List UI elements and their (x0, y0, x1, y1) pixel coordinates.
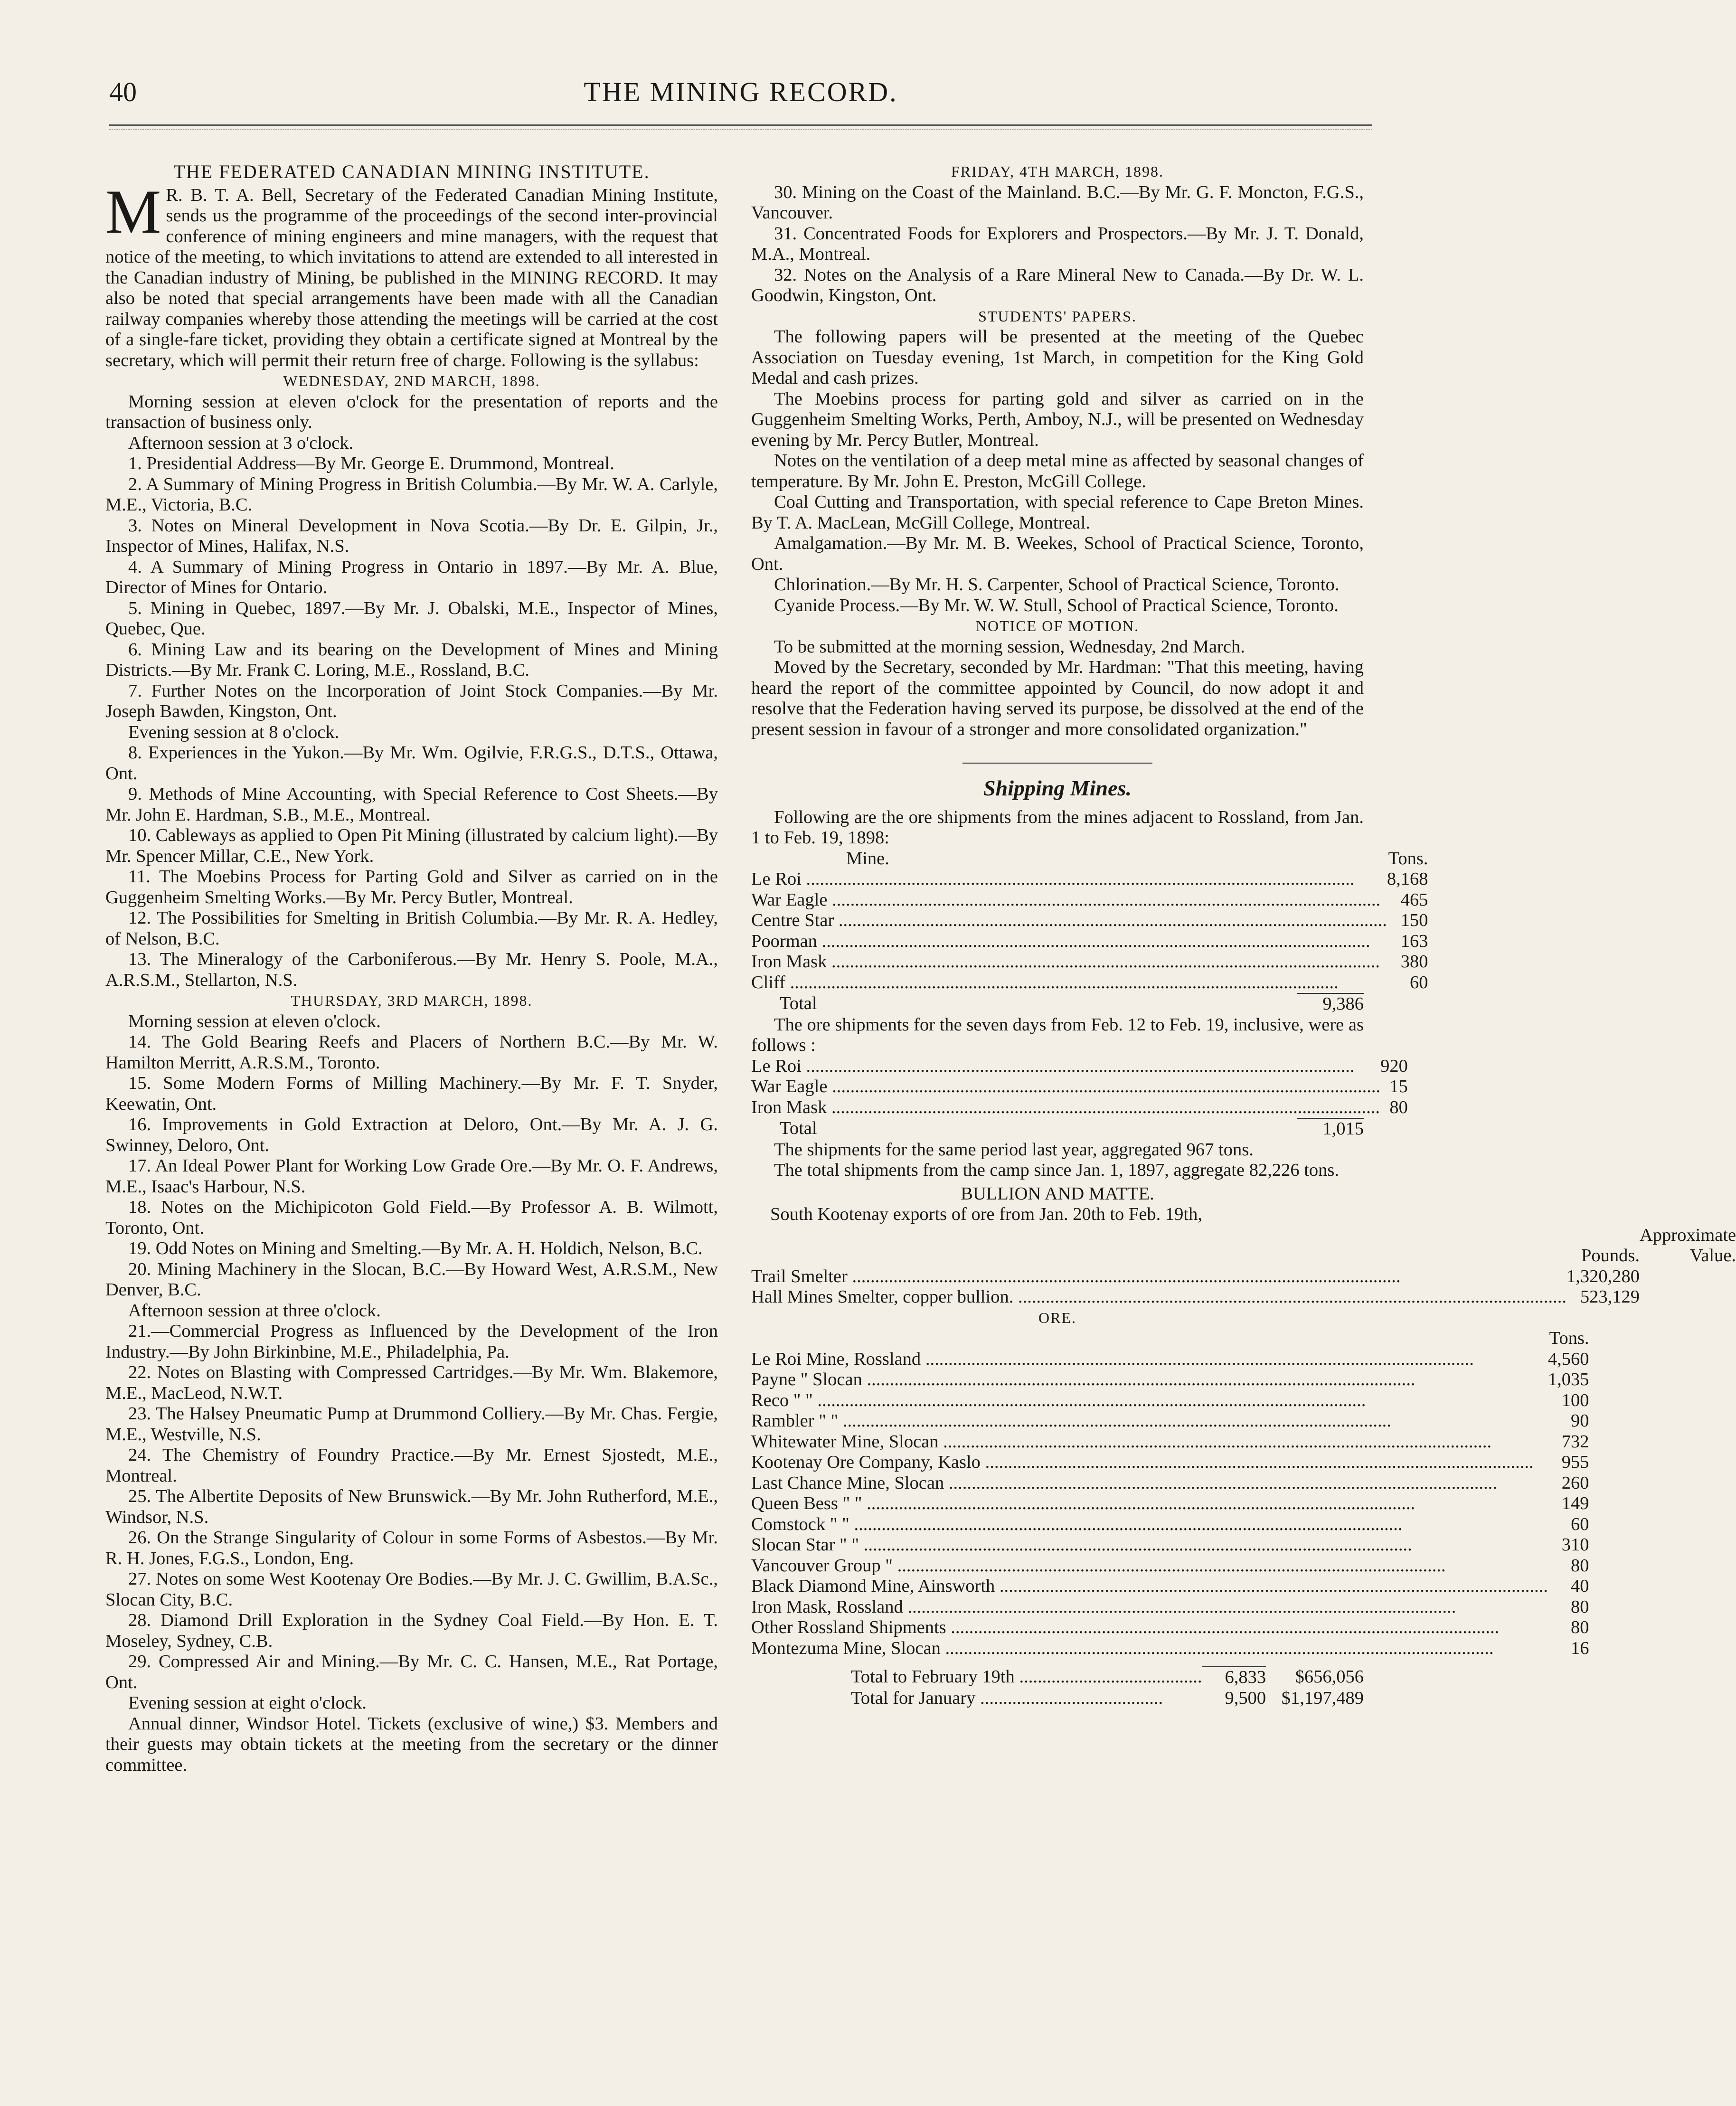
row-name (751, 1077, 1380, 1097)
row-label: Hall Mines Smelter, copper bullion. (751, 1287, 1014, 1307)
shipping-row (751, 890, 1428, 911)
row-name (751, 890, 1387, 911)
syllabus-list (105, 371, 718, 1775)
section-date: NOTICE OF MOTION. (975, 617, 1140, 634)
header-rule-dashed (109, 129, 1372, 130)
ore-row (751, 1535, 1589, 1556)
row-name (751, 931, 1387, 952)
ore-col-tons: Tons. (1549, 1328, 1589, 1348)
row-value: 80 (1571, 1596, 1589, 1617)
bullion-title: BULLION AND MATTE. (961, 1183, 1154, 1204)
section-divider (962, 763, 1152, 764)
ore-row (751, 1638, 1589, 1659)
paragraph: Moved by the Secretary, seconded by Mr. Hardman: "That this meeting, having heard the report of the committee appointed by Council, do now adopt it and resolve that the Federation having served its purpose, be dissolved at the end of the present session in favour of a stronger and more consolidated organization." (751, 657, 1364, 739)
article-intro (105, 176, 718, 371)
shipping-row (751, 973, 1428, 993)
ore-total-row (751, 1688, 1364, 1709)
shipping-row (751, 910, 1428, 931)
row-label: Cliff (751, 972, 786, 992)
row-label: Centre Star (751, 910, 834, 930)
ore-totals (751, 1666, 1364, 1709)
shipping-row (751, 952, 1428, 973)
section-date: WEDNESDAY, 2ND MARCH, 1898. (283, 372, 540, 389)
syllabus-item: 10. Cableways as applied to Open Pit Mining (illustrated by calcium light).—By Mr. Spencer Millar, C.E., New York. (105, 825, 718, 866)
ore-row (751, 1514, 1589, 1535)
total-value: $656,056 (1295, 1667, 1364, 1687)
row-label: Poorman (751, 931, 818, 951)
leader-dots: ........................................................................................................................ (827, 889, 1381, 910)
paragraph: The following papers will be presented at the meeting of the Quebec Association on Tuesday evening, 1st March, in competition for the King Gold Medal and cash prizes. (751, 327, 1364, 388)
leader-dots: ........................................................................................................................ (801, 1056, 1355, 1076)
leader-dots: ........................................................................................................................ (980, 1452, 1534, 1472)
row-label: Iron Mask, Rossland (751, 1596, 903, 1617)
row-value: 920 (1380, 1056, 1408, 1076)
syllabus-item: 5. Mining in Quebec, 1897.—By Mr. J. Obalski, M.E., Inspector of Mines, Quebec, Que. (105, 598, 718, 639)
shipping-total (751, 993, 1364, 1015)
syllabus-item: 20. Mining Machinery in the Slocan, B.C.—By Howard West, A.R.S.M., New Denver, B.C. (105, 1259, 718, 1300)
row-name (751, 1617, 1548, 1638)
row-value: 380 (1400, 952, 1428, 972)
paragraph: Evening session at eight o'clock. (128, 1693, 367, 1713)
leader-dots: ........................................................................................................................ (859, 1535, 1412, 1555)
row-label: Slocan Star " " (751, 1535, 859, 1555)
col-tons: Tons. (1388, 848, 1428, 869)
row-name (751, 1349, 1548, 1370)
leader-dots: ........................................................................................................................ (827, 952, 1380, 972)
week-intro: The ore shipments for the seven days from Feb. 12 to Feb. 19, inclusive, were as follows : (751, 1014, 1364, 1055)
shipping-table-header (751, 849, 1428, 869)
col-mine: Mine. (846, 848, 889, 869)
row-name (751, 869, 1387, 890)
row-name (751, 1390, 1548, 1411)
row-value: 80 (1571, 1555, 1589, 1576)
row-value: 523,129 (1580, 1287, 1640, 1307)
row-value-empty (1640, 1287, 1736, 1308)
row-value: 90 (1571, 1411, 1589, 1431)
row-value: 15 (1389, 1077, 1408, 1096)
syllabus-item: 6. Mining Law and its bearing on the Development of Mines and Mining Districts.—By Mr. Frank C. Loring, M.E., Rossland, B.C. (105, 639, 718, 680)
paragraph: Chlorination.—By Mr. H. S. Carpenter, School of Practical Science, Toronto. (774, 575, 1340, 595)
total-name (751, 1688, 1202, 1709)
syllabus-item: 7. Further Notes on the Incorporation of Joint Stock Companies.—By Mr. Joseph Bawden, Kingston, Ont. (105, 680, 718, 721)
leader-dots: ........................................................................................................................ (1013, 1287, 1566, 1307)
syllabus-item: 13. The Mineralogy of the Carboniferous.—By Mr. Henry S. Poole, M.A., A.R.S.M., Stellarton, N.S. (105, 949, 718, 990)
syllabus-item: 9. Methods of Mine Accounting, with Special Reference to Cost Sheets.—By Mr. John E. Hardman, S.B., M.E., Montreal. (105, 784, 718, 825)
paragraph: Morning session at eleven o'clock for the presentation of reports and the transaction of business only. (105, 391, 718, 432)
row-value: 310 (1561, 1535, 1589, 1555)
total-tons: 9,500 (1225, 1688, 1266, 1708)
row-name (751, 973, 1387, 993)
syllabus-item: 30. Mining on the Coast of the Mainland. B.C.—By Mr. G. F. Moncton, F.G.S., Vancouver. (751, 182, 1364, 223)
week-total-label: Total (780, 1118, 817, 1138)
syllabus-item: 19. Odd Notes on Mining and Smelting.—By Mr. A. H. Holdich, Nelson, B.C. (128, 1238, 703, 1258)
paragraph: Afternoon session at 3 o'clock. (128, 433, 354, 453)
row-value: 80 (1389, 1097, 1408, 1117)
row-value: 60 (1410, 972, 1428, 992)
ore-row (751, 1473, 1589, 1494)
row-name (751, 1473, 1548, 1494)
leader-dots: ........................................................................................................................ (862, 1369, 1415, 1389)
week-total-value: 1,015 (1297, 1118, 1364, 1140)
week-table (751, 1056, 1408, 1118)
leader-dots: ........................................................................................................................ (847, 1266, 1401, 1286)
row-name (751, 1535, 1548, 1556)
leader-dots: ........................................................................................................................ (817, 931, 1370, 951)
section-date: FRIDAY, 4TH MARCH, 1898. (951, 163, 1164, 180)
ore-row (751, 1597, 1589, 1618)
row-value: 8,168 (1387, 869, 1428, 889)
ore-row (751, 1390, 1589, 1411)
syllabus-item: 14. The Gold Bearing Reefs and Placers of Northern B.C.—By Mr. W. Hamilton Merritt, A.R.S.M., Toronto. (105, 1032, 718, 1073)
row-name (751, 1097, 1380, 1118)
syllabus-item: 11. The Moebins Process for Parting Gold and Silver as carried on in the Guggenheim Smelting Works.—By Mr. Percy Butler, Montreal. (105, 867, 718, 907)
leader-dots: ........................................................................................................................ (785, 972, 1339, 992)
row-name (751, 1266, 1566, 1287)
total-label: Total to February 19th (851, 1667, 1015, 1687)
row-label: Le Roi (751, 1056, 802, 1076)
week-row (751, 1056, 1408, 1077)
leader-dots: ........................................................................................................................ (862, 1493, 1415, 1513)
syllabus-item: 15. Some Modern Forms of Milling Machinery.—By Mr. F. T. Snyder, Keewatin, Ont. (105, 1073, 718, 1114)
ore-row (751, 1556, 1589, 1577)
syllabus-item: 2. A Summary of Mining Progress in British Columbia.—By Mr. W. A. Carlyle, M.E., Victoria, B.C. (105, 474, 718, 515)
row-value: 100 (1561, 1390, 1589, 1410)
leader-dots: ........................................................................................................................ (827, 1077, 1381, 1096)
shipping-row (751, 931, 1428, 952)
total-label: Total for January (851, 1688, 976, 1708)
row-label: Le Roi (751, 869, 802, 889)
syllabus-item: 24. The Chemistry of Foundry Practice.—By Mr. Ernest Sjostedt, M.E., Montreal. (105, 1445, 718, 1486)
leader-dots: ........................................................................................................................ (944, 1473, 1497, 1493)
leader-dots: ........................................................................................................................ (903, 1596, 1456, 1617)
ore-row (751, 1369, 1589, 1390)
leader-dots: ........................................ (975, 1688, 1163, 1708)
paragraph: Coal Cutting and Transportation, with special reference to Cape Breton Mines. By T. A. MacLean, McGill College, Montreal. (751, 492, 1364, 533)
row-value: 465 (1400, 889, 1428, 910)
syllabus-item: 8. Experiences in the Yukon.—By Mr. Wm. Ogilvie, F.R.G.S., D.T.S., Ottawa, Ont. (105, 743, 718, 784)
ore-row (751, 1452, 1589, 1473)
section-date: THURSDAY, 3RD MARCH, 1898. (291, 992, 533, 1009)
row-name (751, 1576, 1548, 1597)
row-label: Payne " Slocan (751, 1369, 862, 1389)
ore-table-header (751, 1328, 1589, 1349)
syllabus-item: 26. On the Strange Singularity of Colour in some Forms of Asbestos.—By Mr. R. H. Jones, F.G.S., London, Eng. (105, 1528, 718, 1568)
row-name (751, 1597, 1548, 1618)
row-label: Iron Mask (751, 1097, 827, 1117)
header-rule (109, 124, 1372, 126)
leader-dots: ........................................................................................................................ (812, 1390, 1366, 1410)
syllabus-item: 1. Presidential Address—By Mr. George E. Drummond, Montreal. (128, 453, 614, 473)
row-value: 1,035 (1547, 1369, 1589, 1389)
shipping-table (751, 849, 1428, 993)
row-label: Le Roi Mine, Rossland (751, 1349, 921, 1369)
leader-dots: ........................................ (1014, 1667, 1202, 1687)
leader-dots: ........................................................................................................................ (940, 1638, 1494, 1658)
row-value: 150 (1400, 910, 1428, 930)
shipping-intro: Following are the ore shipments from the mines adjacent to Rossland, from Jan. 1 to Feb. 19, 1898: (751, 807, 1364, 848)
paragraph: Notes on the ventilation of a deep metal mine as affected by seasonal changes of temperature. By Mr. John E. Preston, McGill College. (751, 451, 1364, 491)
paragraph: To be submitted at the morning session, Wednesday, 2nd March. (774, 636, 1245, 657)
leader-dots: ........................................................................................................................ (827, 1097, 1380, 1117)
leader-dots: ........................................................................................................................ (938, 1431, 1492, 1452)
drop-cap: M (105, 176, 161, 246)
col-value: Value. (1689, 1246, 1736, 1265)
bullion-intro: South Kootenay exports of ore from Jan. 20th to Feb. 19th, (770, 1204, 1202, 1224)
col-pounds: Pounds. (1581, 1246, 1640, 1265)
page-header (109, 76, 1372, 114)
row-value: 955 (1561, 1452, 1589, 1472)
syllabus-item: 25. The Albertite Deposits of New Brunswick.—By Mr. John Rutherford, M.E., Windsor, N.S. (105, 1486, 718, 1527)
ore-row (751, 1349, 1589, 1370)
syllabus-item: 4. A Summary of Mining Progress in Ontario in 1897.—By Mr. A. Blue, Director of Mines for Ontario. (105, 557, 718, 597)
shipping-row (751, 869, 1428, 890)
since-note: The total shipments from the camp since Jan. 1, 1897, aggregate 82,226 tons. (774, 1160, 1340, 1180)
row-label: Kootenay Ore Company, Kaslo (751, 1452, 981, 1472)
row-label: Black Diamond Mine, Ainsworth (751, 1576, 995, 1596)
ore-label: ORE. (1038, 1309, 1076, 1326)
ore-row (751, 1493, 1589, 1514)
paragraph: Annual dinner, Windsor Hotel. Tickets (exclusive of wine,) $3. Members and their guests may obtain tickets at the meeting from the secretary or the dinner committee. (105, 1713, 718, 1775)
row-name (751, 1556, 1548, 1577)
total-name (751, 1667, 1202, 1688)
syllabus-item: 27. Notes on some West Kootenay Ore Bodies.—By Mr. J. C. Gwillim, B.A.Sc., Slocan City, B.C. (105, 1569, 718, 1610)
paragraph: Afternoon session at three o'clock. (128, 1300, 381, 1321)
paragraph: Morning session at eleven o'clock. (128, 1011, 381, 1031)
row-name (751, 1638, 1548, 1659)
total-tons: 6,833 (1202, 1667, 1266, 1688)
syllabus-item: 21.—Commercial Progress as Influenced by the Development of the Iron Industry.—By John Birkinbine, M.E., Philadelphia, Pa. (105, 1321, 718, 1362)
total-value: $1,197,489 (1281, 1688, 1364, 1708)
row-value: 60 (1571, 1514, 1589, 1534)
syllabus-item: 22. Notes on Blasting with Compressed Cartridges.—By Mr. Wm. Blakemore, M.E., MacLeod, N.W.T. (105, 1362, 718, 1403)
intro-text: R. B. T. A. Bell, Secretary of the Federated Canadian Mining Institute, sends us the programme of the proceedings of the second inter-provincial conference of mining engineers and mine managers, with the request that notice of the meeting, to which invitations to attend are extended to all interested in the Canadian industry of Mining, be published in the MINING RECORD. It may also be noted that special arrangements have been made with all the Canadian railway companies whereby those attending the meetings will be carried at the cost of a single-fare ticket, providing they obtain a certificate signed at Montreal by the secretary, which will permit their return free of charge. Following is the syllabus: (105, 185, 718, 370)
paragraph: Cyanide Process.—By Mr. W. W. Stull, School of Practical Science, Toronto. (774, 595, 1339, 615)
right-column (751, 161, 1736, 1709)
leader-dots: ........................................................................................................................ (995, 1576, 1548, 1596)
paragraph: The Moebins process for parting gold and silver as carried on in the Guggenheim Smelting Works, Perth, Amboy, N.J., will be presented on Wednesday evening by Mr. Percy Butler, Montreal. (751, 388, 1364, 450)
left-column (105, 161, 718, 1775)
row-value: 40 (1571, 1576, 1589, 1596)
total-value: 9,386 (1297, 993, 1364, 1015)
row-label: War Eagle (751, 1077, 828, 1096)
bullion-row (751, 1287, 1736, 1308)
row-label: Montezuma Mine, Slocan (751, 1638, 941, 1658)
week-total (751, 1118, 1364, 1140)
syllabus-item: 18. Notes on the Michipicoton Gold Field.—By Professor A. B. Wilmott, Toronto, Ont. (105, 1197, 718, 1238)
row-name (751, 1493, 1548, 1514)
row-label: Vancouver Group " (751, 1555, 893, 1576)
col-approx: Approximate (1639, 1225, 1736, 1245)
section-date: STUDENTS' PAPERS. (978, 307, 1137, 325)
paragraph: Evening session at 8 o'clock. (128, 722, 340, 742)
syllabus-item: 32. Notes on the Analysis of a Rare Mineral New to Canada.—By Dr. W. L. Goodwin, Kingston, Ont. (751, 264, 1364, 305)
syllabus-item: 29. Compressed Air and Mining.—By Mr. C. C. Hansen, M.E., Rat Portage, Ont. (105, 1652, 718, 1692)
leader-dots: ........................................................................................................................ (801, 869, 1355, 889)
row-value: 163 (1400, 931, 1428, 951)
row-value: 4,560 (1547, 1349, 1589, 1369)
row-name (751, 952, 1387, 973)
row-value: 732 (1561, 1431, 1589, 1452)
journal-title: THE MINING RECORD. (584, 76, 898, 107)
row-label: Whitewater Mine, Slocan (751, 1431, 939, 1452)
row-name (751, 1452, 1548, 1473)
row-value: 1,320,280 (1566, 1266, 1640, 1286)
ore-row (751, 1432, 1589, 1453)
row-label: Comstock " " (751, 1514, 849, 1534)
ore-row (751, 1411, 1589, 1432)
week-row (751, 1097, 1408, 1118)
ore-total-row (751, 1667, 1364, 1688)
row-name (751, 1432, 1548, 1453)
bullion-table (751, 1225, 1736, 1308)
page-number: 40 (109, 76, 137, 107)
bullion-header (751, 1246, 1736, 1266)
bullion-row (751, 1266, 1736, 1287)
row-name (751, 1056, 1380, 1077)
last-year-note: The shipments for the same period last year, aggregated 967 tons. (774, 1139, 1254, 1160)
row-value-empty (1640, 1266, 1736, 1287)
leader-dots: ........................................................................................................................ (946, 1617, 1500, 1637)
ore-row (751, 1576, 1589, 1597)
syllabus-item: 3. Notes on Mineral Development in Nova Scotia.—By Dr. E. Gilpin, Jr., Inspector of Mines, Halifax, N.S. (105, 515, 718, 556)
syllabus-item: 12. The Possibilities for Smelting in British Columbia.—By Mr. R. A. Hedley, of Nelson, B.C. (105, 908, 718, 949)
shipping-title: Shipping Mines. (983, 776, 1132, 800)
leader-dots: ........................................................................................................................ (838, 1411, 1391, 1431)
row-name (751, 1514, 1548, 1535)
row-label: Trail Smelter (751, 1266, 848, 1286)
syllabus-item: 16. Improvements in Gold Extraction at Deloro, Ont.—By Mr. A. J. G. Swinney, Deloro, Ont. (105, 1114, 718, 1155)
bullion-header-approx (751, 1225, 1736, 1246)
row-name (751, 1287, 1566, 1308)
row-name (751, 1369, 1548, 1390)
row-value: 260 (1561, 1473, 1589, 1493)
paragraph: Amalgamation.—By Mr. M. B. Weekes, School of Practical Science, Toronto, Ont. (751, 533, 1364, 574)
syllabus-item: 23. The Halsey Pneumatic Pump at Drummond Colliery.—By Mr. Chas. Fergie, M.E., Westville, N.S. (105, 1404, 718, 1445)
row-value: 149 (1561, 1493, 1589, 1513)
row-value: 16 (1571, 1638, 1589, 1658)
row-label: Other Rossland Shipments (751, 1617, 946, 1637)
row-label: Last Chance Mine, Slocan (751, 1473, 944, 1493)
syllabus-continued (751, 161, 1364, 740)
syllabus-item: 17. An Ideal Power Plant for Working Low Grade Ore.—By Mr. O. F. Andrews, M.E., Isaac's Harbour, N.S. (105, 1156, 718, 1197)
row-label: Rambler " " (751, 1411, 839, 1431)
ore-table (751, 1328, 1589, 1659)
row-label: Queen Bess " " (751, 1493, 862, 1513)
article-title: THE FEDERATED CANADIAN MINING INSTITUTE. (173, 161, 650, 182)
row-name (751, 1411, 1548, 1432)
syllabus-item: 28. Diamond Drill Exploration in the Sydney Coal Field.—By Hon. E. T. Moseley, Sydney, C.B. (105, 1610, 718, 1651)
leader-dots: ........................................................................................................................ (849, 1514, 1403, 1534)
ore-row (751, 1617, 1589, 1638)
row-label: War Eagle (751, 889, 828, 910)
row-value: 80 (1571, 1617, 1589, 1637)
row-name (751, 910, 1387, 931)
syllabus-item: 31. Concentrated Foods for Explorers and Prospectors.—By Mr. J. T. Donald, M.A., Montreal. (751, 223, 1364, 264)
row-label: Iron Mask (751, 952, 827, 972)
leader-dots: ........................................................................................................................ (892, 1555, 1446, 1576)
leader-dots: ........................................................................................................................ (921, 1349, 1474, 1369)
total-label: Total (780, 993, 817, 1013)
leader-dots: ........................................................................................................................ (834, 910, 1387, 930)
row-label: Reco " " (751, 1390, 813, 1410)
week-row (751, 1077, 1408, 1097)
